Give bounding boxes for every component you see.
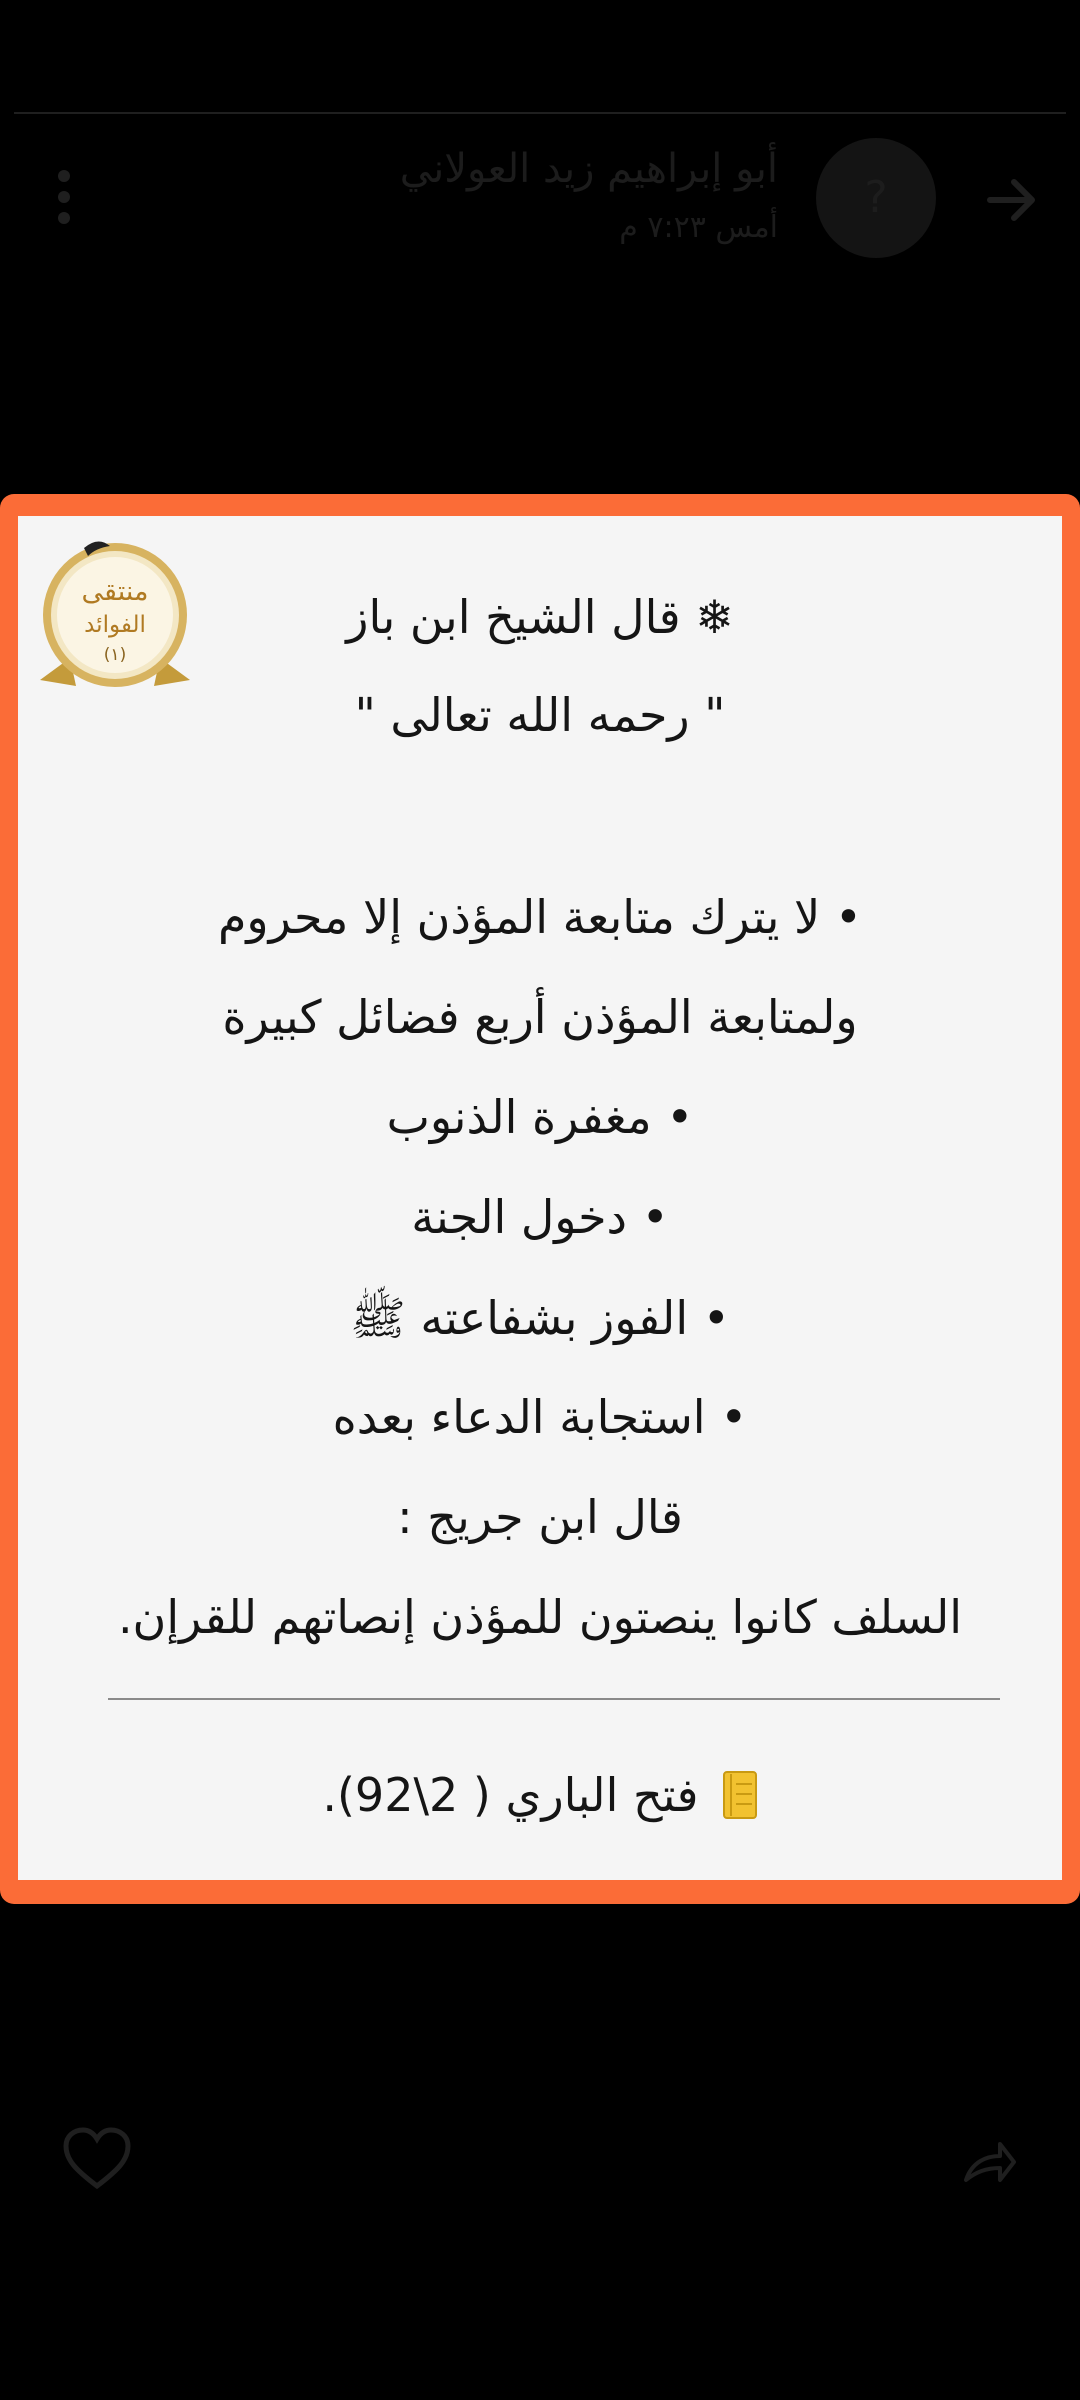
post-timestamp: أمس ٧:٢٣ م bbox=[619, 210, 778, 245]
quote-subheading: " رحمه الله تعالى " bbox=[354, 688, 726, 742]
post-header bbox=[0, 0, 1080, 300]
avatar[interactable] bbox=[816, 138, 936, 258]
quote-line: ولمتابعة المؤذن أربع فضائل كبيرة bbox=[222, 990, 858, 1044]
svg-text:الفوائد: الفوائد bbox=[84, 612, 146, 638]
notepad-icon bbox=[722, 1770, 758, 1820]
quote-line: قال ابن جريج : bbox=[397, 1490, 683, 1544]
quote-bullet: • الفوز بشفاعته ﷺ bbox=[350, 1291, 730, 1345]
quote-line: السلف كانوا ينصتون للمؤذن إنصاتهم للقرإن. bbox=[117, 1590, 963, 1644]
heart-outline-icon[interactable] bbox=[62, 2126, 132, 2192]
share-icon[interactable] bbox=[958, 2136, 1018, 2188]
quote-line: • لا يترك متابعة المؤذن إلا محروم bbox=[217, 890, 863, 944]
avatar-placeholder: ? bbox=[864, 172, 888, 223]
poster-name[interactable]: أبو إبراهيم زيد العولاني bbox=[399, 146, 778, 192]
quote-bullet: • مغفرة الذنوب bbox=[386, 1090, 694, 1144]
header-divider bbox=[14, 112, 1066, 114]
quote-bullet: • دخول الجنة bbox=[411, 1190, 669, 1244]
quote-bullet: • استجابة الدعاء بعده bbox=[332, 1390, 748, 1444]
divider-line bbox=[108, 1698, 1000, 1700]
more-options-icon[interactable] bbox=[52, 170, 76, 230]
back-arrow-icon[interactable] bbox=[970, 160, 1050, 240]
svg-text:منتقى: منتقى bbox=[81, 576, 149, 607]
source-citation bbox=[18, 1768, 1062, 1838]
source-text: فتح الباري ( 2\92). bbox=[322, 1768, 699, 1822]
svg-text:(١): (١) bbox=[103, 645, 127, 665]
quote-heading: ❄ قال الشيخ ابن باز bbox=[346, 590, 734, 644]
